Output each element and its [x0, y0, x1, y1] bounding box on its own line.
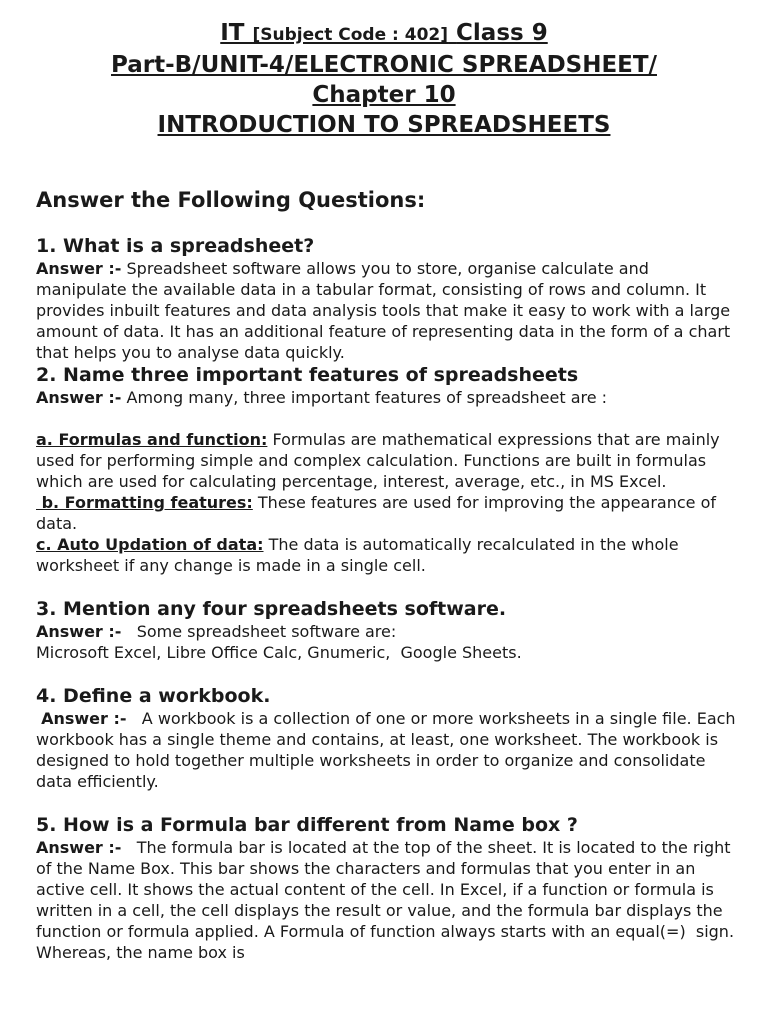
answer-1: [36, 258, 736, 363]
feature-formatting: [36, 492, 736, 534]
class-label: Class 9: [456, 20, 548, 46]
answer-label: Answer :-: [36, 838, 122, 857]
answer-5: [36, 837, 740, 963]
feature-formulas-text: Formulas are mathematical expressions that are mainly used for performing simple and complex calculation. Functions are built in formulas which are used for calculating percentage, interest, average, etc., in MS Excel.: [36, 430, 720, 491]
feature-formatting-text: These features are used for improving the appearance of data.: [36, 493, 716, 533]
subject-code: [Subject Code : 402]: [252, 25, 449, 45]
answer-2-text: Among many, three important features of spreadsheet are :: [121, 388, 608, 407]
answer-4: [36, 708, 741, 792]
question-4: 4. Define a workbook.: [36, 685, 271, 707]
answer-3: [36, 621, 736, 642]
answer-3-list: Microsoft Excel, Libre Office Calc, Gnumeric, Google Sheets.: [36, 643, 522, 662]
answer-1-text: Spreadsheet software allows you to store, organise calculate and manipulate the available data in a tabular format, consisting of rows and column. It provides inbuilt features and data analysis tools that make it easy to work with a large amount of data. It has an additional feature of representing data in the form of a chart that helps you to analyse data quickly.: [36, 259, 731, 362]
intro-heading: Answer the Following Questions:: [36, 188, 426, 212]
question-5: 5. How is a Formula bar different from Name box ?: [36, 814, 578, 836]
feature-auto-updation: [36, 534, 736, 576]
answer-label: Answer :-: [41, 709, 127, 728]
subject-name: IT: [220, 20, 245, 46]
answer-3-text: Some spreadsheet software are:: [121, 622, 397, 641]
document-header: [0, 18, 768, 140]
feature-formulas-title: a. Formulas and function:: [36, 430, 268, 449]
feature-formulas: [36, 429, 736, 492]
header-part: Part-B/UNIT-4/ELECTRONIC SPREADSHEET/: [111, 52, 657, 78]
document-body: [36, 186, 741, 963]
answer-5-text: The formula bar is located at the top of the sheet. It is located to the right of the Name Box. This bar shows the characters and formulas that you enter in an active cell. It shows the actual content of the cell. In Excel, if a function or formula is written in a cell, the cell displays the result or value, and the formula bar displays the function or formula applied. A Formula of function always starts with an equal(=) sign. Whereas, the name box is: [36, 838, 740, 962]
answer-label: Answer :-: [36, 622, 122, 641]
question-2: 2. Name three important features of spreadsheets: [36, 364, 579, 386]
feature-formatting-title: b. Formatting features:: [36, 493, 253, 512]
answer-label: Answer :-: [36, 259, 122, 278]
answer-2: [36, 387, 736, 408]
feature-auto-updation-text: The data is automatically recalculated in the whole worksheet if any change is made in a single cell.: [36, 535, 679, 575]
question-3: 3. Mention any four spreadsheets software.: [36, 598, 507, 620]
header-subject-line: [0, 18, 768, 50]
answer-4-text: A workbook is a collection of one or more worksheets in a single file. Each workbook has a single theme and contains, at least, one worksheet. The workbook is designed to hold together multiple worksheets in order to organize and consolidate data efficiently.: [36, 709, 741, 791]
answer-label: Answer :-: [36, 388, 122, 407]
header-chapter: Chapter 10: [312, 82, 456, 108]
question-1: 1. What is a spreadsheet?: [36, 235, 315, 257]
feature-auto-updation-title: c. Auto Updation of data:: [36, 535, 264, 554]
header-topic: INTRODUCTION TO SPREADSHEETS: [157, 112, 611, 138]
